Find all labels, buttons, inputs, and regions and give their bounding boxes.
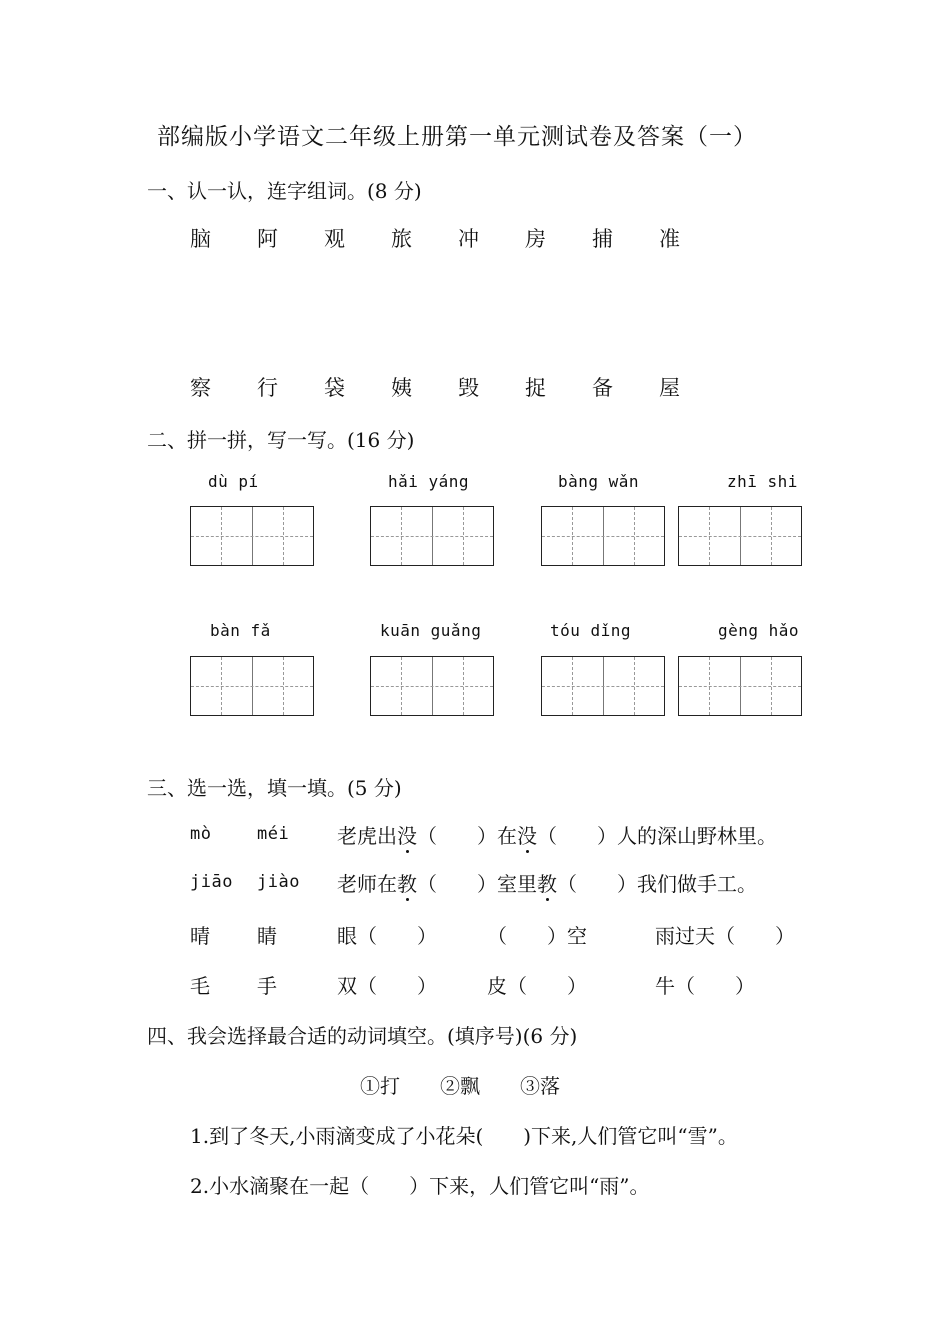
pinyin-label: bàn fǎ <box>210 621 271 640</box>
sentence-2-blank[interactable]: （ ）室里 <box>417 872 537 896</box>
char-shou: 手 <box>257 974 277 998</box>
blank-shuang[interactable]: 双（ ） <box>337 974 437 998</box>
pinyin-label: hǎi yáng <box>388 472 470 491</box>
question-2[interactable]: 2.小水滴聚在一起（ ）下来，人们管它叫“雨”。 <box>190 1174 650 1198</box>
char-3: 观 <box>324 227 345 251</box>
char-6: 捉 <box>525 376 546 400</box>
writing-grid-box[interactable] <box>370 506 494 566</box>
page-title: 部编版小学语文二年级上册第一单元测试卷及答案（一） <box>157 124 757 150</box>
blank-yan[interactable]: 眼（ ） <box>337 924 437 948</box>
sentence-1 <box>337 820 777 849</box>
char-4: 旅 <box>391 227 412 251</box>
char-1: 脑 <box>190 227 211 251</box>
pinyin-jiao4: jiào <box>257 872 300 892</box>
section-4-heading: 四、我会选择最合适的动词填空。(填序号)(6 分) <box>147 1024 578 1048</box>
sentence-2-blank[interactable]: （ ）我们做手工。 <box>557 872 757 896</box>
blank-niu[interactable]: 牛（ ） <box>655 974 755 998</box>
sentence-2 <box>337 868 757 897</box>
question-1[interactable]: 1.到了冬天,小雨滴变成了小花朵( )下来,人们管它叫“雪”。 <box>190 1124 738 1148</box>
char-4: 姨 <box>391 376 412 400</box>
sentence-1-part: 老虎出 <box>337 824 397 848</box>
section-1-heading: 一、认一认，连字组词。(8 分) <box>147 179 422 203</box>
char-mao: 毛 <box>190 974 210 998</box>
dotted-char: 没 <box>517 824 537 848</box>
pinyin-label: kuān guǎng <box>380 621 482 640</box>
char-3: 袋 <box>324 376 345 400</box>
char-jing: 睛 <box>257 924 277 948</box>
blank-tian[interactable]: 雨过天（ ） <box>655 924 795 948</box>
dotted-char: 教 <box>537 872 557 896</box>
sentence-1-blank[interactable]: （ ）在 <box>417 824 517 848</box>
pinyin-label: bàng wǎn <box>558 472 640 491</box>
writing-grid-box[interactable] <box>678 656 802 716</box>
dotted-char: 教 <box>397 872 417 896</box>
writing-grid-box[interactable] <box>190 656 314 716</box>
char-7: 捕 <box>592 227 613 251</box>
pinyin-label: dù pí <box>208 472 259 491</box>
char-6: 房 <box>525 227 546 251</box>
char-7: 备 <box>592 376 613 400</box>
writing-grid-box[interactable] <box>678 506 802 566</box>
writing-grid-box[interactable] <box>190 506 314 566</box>
char-5: 毁 <box>458 376 479 400</box>
char-8: 屋 <box>659 376 680 400</box>
pinyin-label: zhī shi <box>727 472 798 491</box>
section-2-heading: 二、拼一拼，写一写。(16 分) <box>147 428 415 452</box>
pinyin-label: tóu dǐng <box>550 621 632 640</box>
section-3-heading: 三、选一选，填一填。(5 分) <box>147 776 402 800</box>
sentence-1-blank[interactable]: （ ）人的深山野林里。 <box>537 824 777 848</box>
char-8: 准 <box>659 227 680 251</box>
dotted-char: 没 <box>397 824 417 848</box>
char-2: 阿 <box>257 227 278 251</box>
sentence-2-part: 老师在 <box>337 872 397 896</box>
blank-pi[interactable]: 皮（ ） <box>487 974 587 998</box>
writing-grid-box[interactable] <box>541 506 665 566</box>
char-2: 行 <box>257 376 278 400</box>
verb-options: ①打 ②飘 ③落 <box>360 1074 560 1098</box>
char-qing: 晴 <box>190 924 210 948</box>
blank-kong[interactable]: （ ）空 <box>487 924 587 948</box>
writing-grid-box[interactable] <box>370 656 494 716</box>
pinyin-jiao1: jiāo <box>190 872 233 892</box>
pinyin-label: gèng hǎo <box>718 621 800 640</box>
pinyin-mo: mò <box>190 824 212 844</box>
writing-grid-box[interactable] <box>541 656 665 716</box>
char-1: 察 <box>190 376 211 400</box>
pinyin-mei: méi <box>257 824 290 844</box>
char-5: 冲 <box>458 227 479 251</box>
